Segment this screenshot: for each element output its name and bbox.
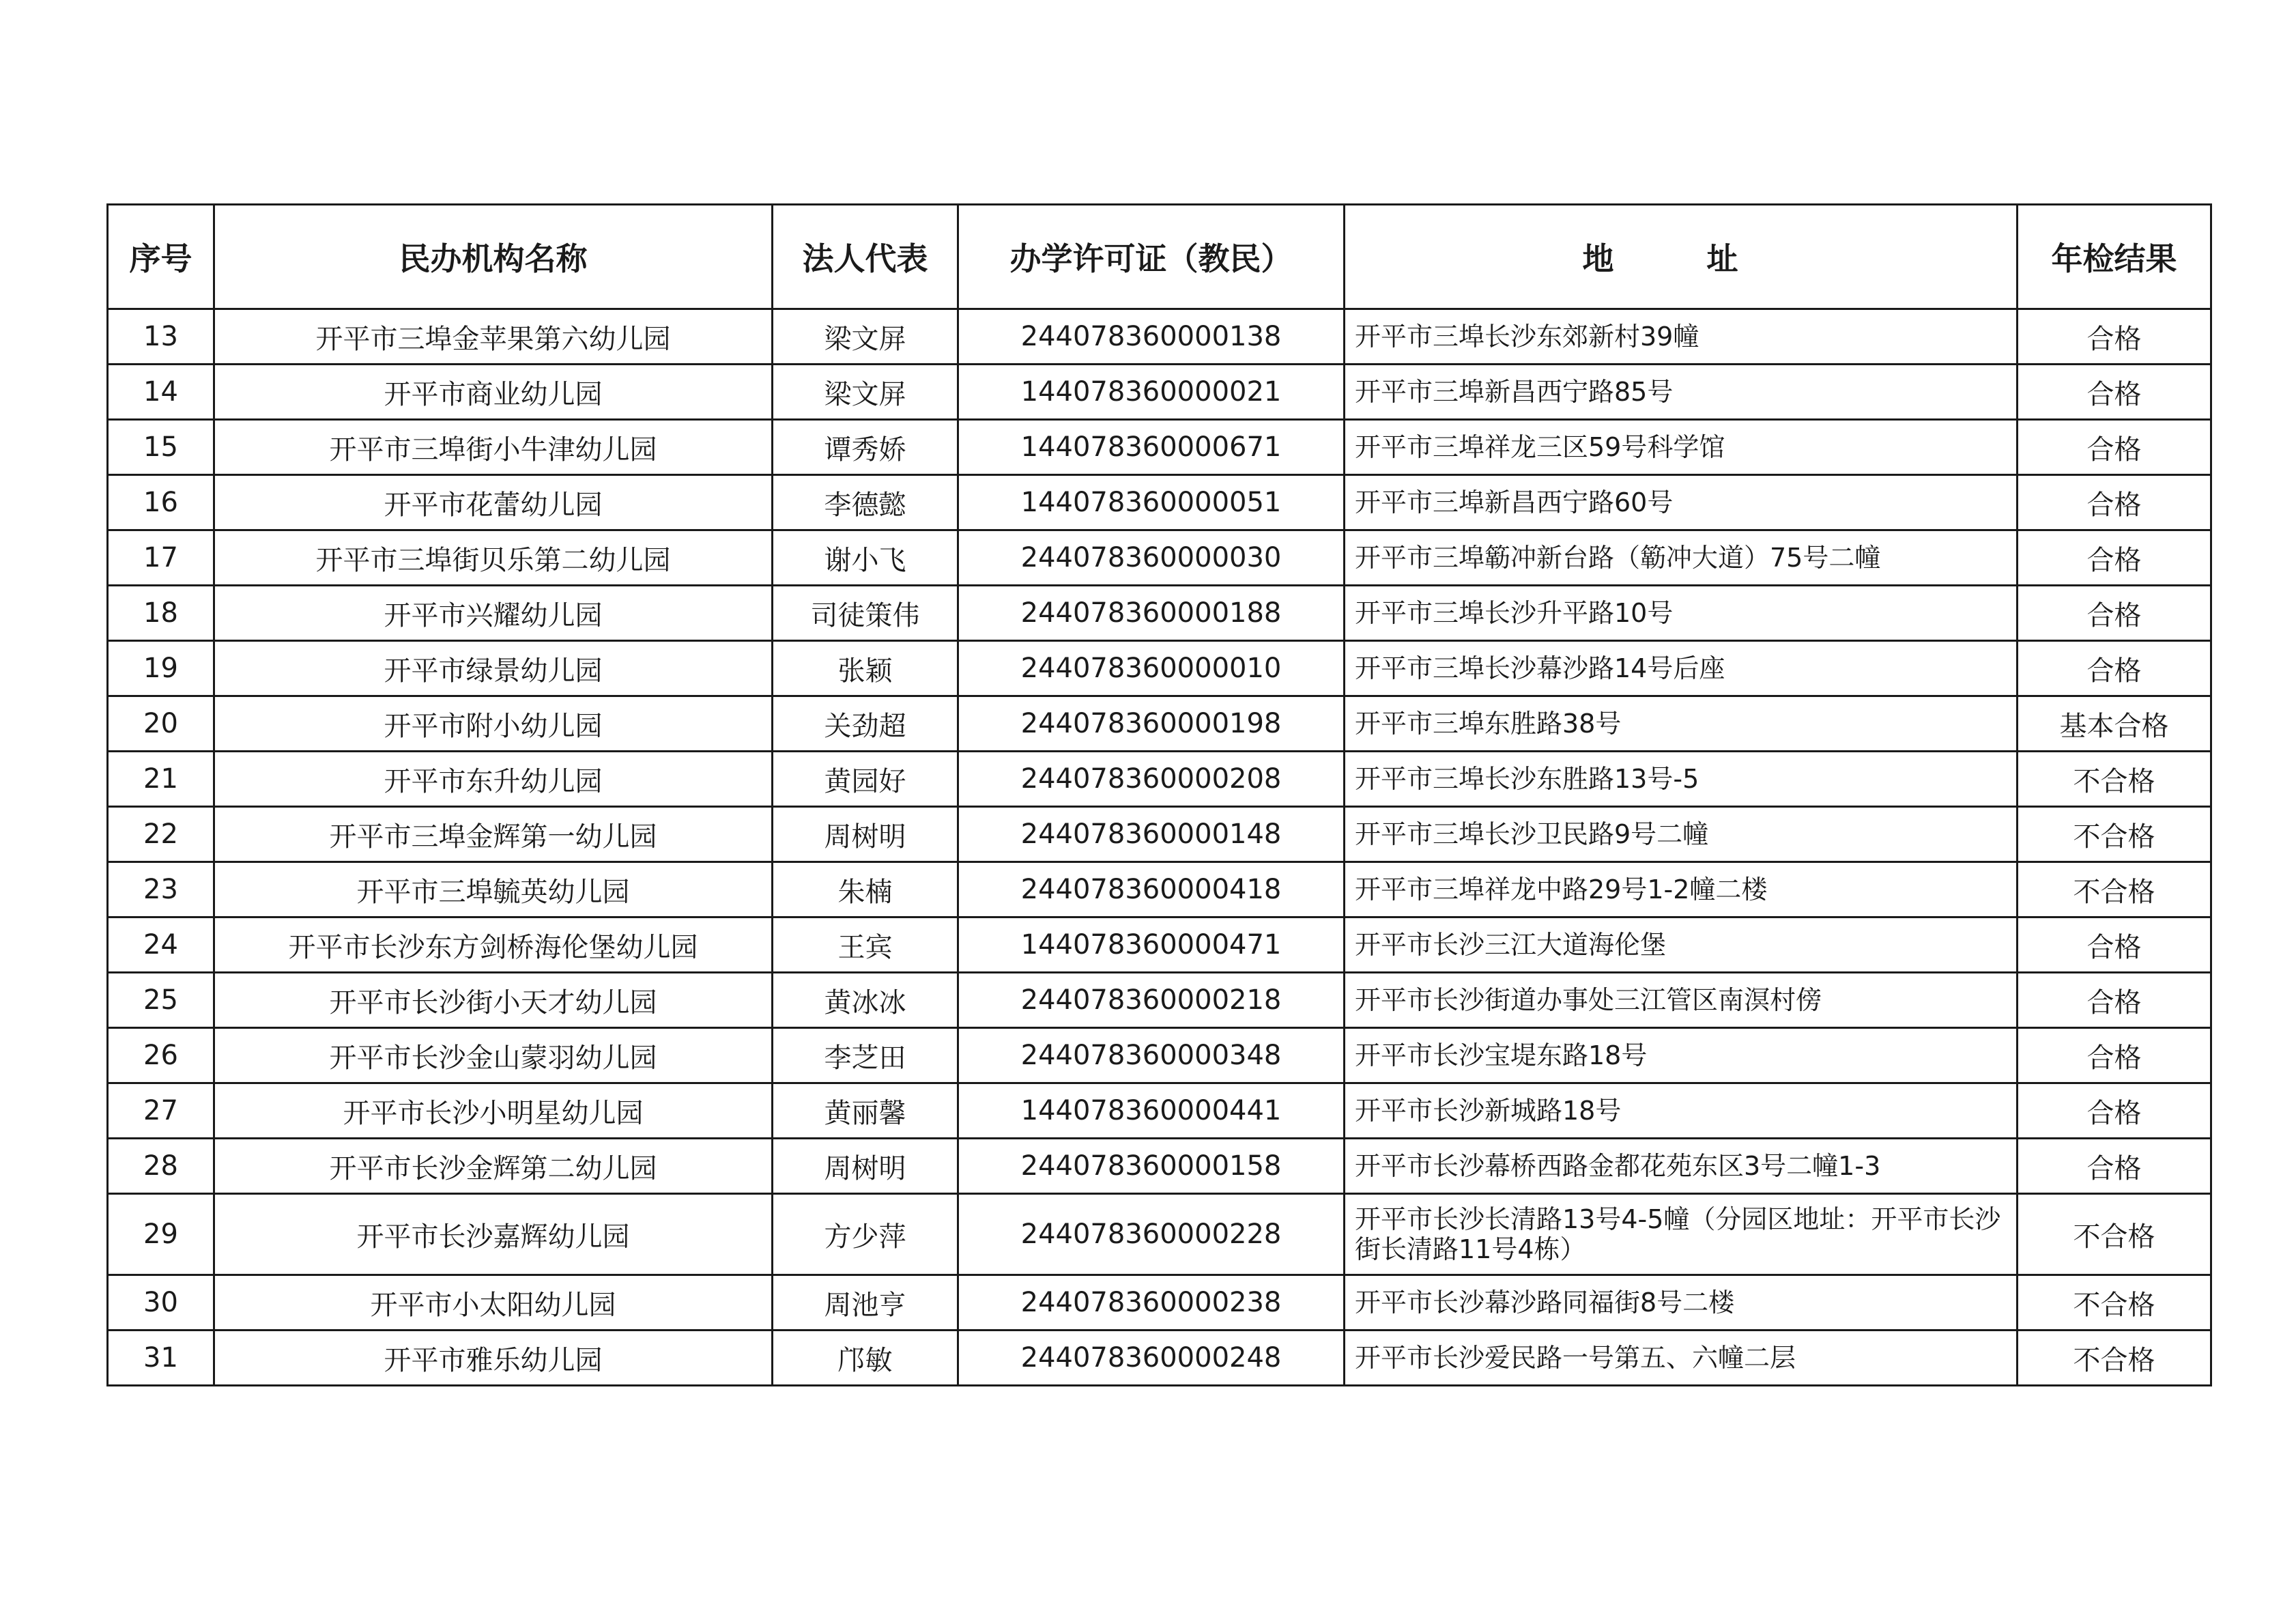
row-result: 合格 — [2018, 420, 2211, 475]
row-address: 开平市三埠新昌西宁路85号 — [1345, 365, 2018, 420]
row-rep: 黄冰冰 — [773, 973, 958, 1028]
row-license: 244078360000228 — [958, 1194, 1345, 1275]
row-address: 开平市三埠祥龙三区59号科学馆 — [1345, 420, 2018, 475]
row-address: 开平市长沙新城路18号 — [1345, 1083, 2018, 1139]
row-address: 开平市三埠长沙升平路10号 — [1345, 586, 2018, 641]
row-num: 30 — [108, 1275, 214, 1331]
row-num: 24 — [108, 917, 214, 973]
row-name: 开平市三埠街贝乐第二幼儿园 — [214, 530, 773, 586]
row-name: 开平市三埠毓英幼儿园 — [214, 862, 773, 917]
row-result: 合格 — [2018, 641, 2211, 696]
row-rep: 李德懿 — [773, 475, 958, 530]
row-rep: 梁文屏 — [773, 365, 958, 420]
table-row — [108, 1331, 2211, 1386]
row-result: 合格 — [2018, 530, 2211, 586]
row-num: 28 — [108, 1139, 214, 1194]
table-row — [108, 1275, 2211, 1331]
header-rep: 法人代表 — [773, 205, 958, 309]
row-num: 21 — [108, 752, 214, 807]
row-license: 244078360000188 — [958, 586, 1345, 641]
row-rep: 黄丽馨 — [773, 1083, 958, 1139]
table-row — [108, 752, 2211, 807]
row-license: 244078360000010 — [958, 641, 1345, 696]
row-result: 不合格 — [2018, 1331, 2211, 1386]
row-result: 合格 — [2018, 1139, 2211, 1194]
table-row — [108, 807, 2211, 862]
row-rep: 关劲超 — [773, 696, 958, 752]
row-rep: 王宾 — [773, 917, 958, 973]
row-result: 合格 — [2018, 586, 2211, 641]
table-row — [108, 973, 2211, 1028]
row-address: 开平市三埠新昌西宁路60号 — [1345, 475, 2018, 530]
header-address: 地 址 — [1345, 205, 2018, 309]
row-address: 开平市长沙幕沙路同福街8号二楼 — [1345, 1275, 2018, 1331]
row-license: 244078360000248 — [958, 1331, 1345, 1386]
row-license: 144078360000021 — [958, 365, 1345, 420]
row-license: 244078360000208 — [958, 752, 1345, 807]
row-name: 开平市绿景幼儿园 — [214, 641, 773, 696]
header-result: 年检结果 — [2018, 205, 2211, 309]
header-row — [108, 205, 2211, 309]
row-num: 18 — [108, 586, 214, 641]
row-rep: 黄园好 — [773, 752, 958, 807]
row-num: 27 — [108, 1083, 214, 1139]
row-address: 开平市三埠长沙东郊新村39幢 — [1345, 309, 2018, 365]
row-license: 244078360000138 — [958, 309, 1345, 365]
header-name: 民办机构名称 — [214, 205, 773, 309]
row-rep: 司徒策伟 — [773, 586, 958, 641]
row-license: 144078360000051 — [958, 475, 1345, 530]
row-address: 开平市长沙长清路13号4-5幢（分园区地址：开平市长沙街长清路11号4栋） — [1345, 1194, 2018, 1275]
row-rep: 谭秀娇 — [773, 420, 958, 475]
row-num: 23 — [108, 862, 214, 917]
inspection-table — [106, 203, 2212, 1386]
row-num: 20 — [108, 696, 214, 752]
row-license: 244078360000238 — [958, 1275, 1345, 1331]
row-num: 16 — [108, 475, 214, 530]
row-name: 开平市花蕾幼儿园 — [214, 475, 773, 530]
row-name: 开平市小太阳幼儿园 — [214, 1275, 773, 1331]
row-address: 开平市三埠祥龙中路29号1-2幢二楼 — [1345, 862, 2018, 917]
row-license: 244078360000030 — [958, 530, 1345, 586]
row-name: 开平市长沙街小天才幼儿园 — [214, 973, 773, 1028]
row-name: 开平市附小幼儿园 — [214, 696, 773, 752]
table-row — [108, 1139, 2211, 1194]
row-result: 合格 — [2018, 365, 2211, 420]
table-row — [108, 475, 2211, 530]
row-address: 开平市长沙街道办事处三江管区南溟村傍 — [1345, 973, 2018, 1028]
row-address: 开平市长沙宝堤东路18号 — [1345, 1028, 2018, 1083]
table-row — [108, 862, 2211, 917]
row-rep: 周树明 — [773, 807, 958, 862]
table-row — [108, 1083, 2211, 1139]
table-row — [108, 309, 2211, 365]
table-row — [108, 917, 2211, 973]
row-address: 开平市三埠长沙幕沙路14号后座 — [1345, 641, 2018, 696]
row-result: 不合格 — [2018, 807, 2211, 862]
row-num: 31 — [108, 1331, 214, 1386]
row-result: 合格 — [2018, 1083, 2211, 1139]
row-result: 合格 — [2018, 475, 2211, 530]
row-result: 合格 — [2018, 1028, 2211, 1083]
row-result: 合格 — [2018, 973, 2211, 1028]
row-num: 17 — [108, 530, 214, 586]
row-address: 开平市三埠东胜路38号 — [1345, 696, 2018, 752]
row-name: 开平市三埠金辉第一幼儿园 — [214, 807, 773, 862]
table-body — [108, 309, 2211, 1386]
row-num: 26 — [108, 1028, 214, 1083]
row-license: 244078360000218 — [958, 973, 1345, 1028]
table-row — [108, 365, 2211, 420]
row-num: 14 — [108, 365, 214, 420]
row-num: 22 — [108, 807, 214, 862]
row-name: 开平市长沙金辉第二幼儿园 — [214, 1139, 773, 1194]
table-row — [108, 420, 2211, 475]
row-name: 开平市雅乐幼儿园 — [214, 1331, 773, 1386]
row-license: 144078360000471 — [958, 917, 1345, 973]
row-rep: 李芝田 — [773, 1028, 958, 1083]
row-rep: 谢小飞 — [773, 530, 958, 586]
row-license: 244078360000198 — [958, 696, 1345, 752]
row-result: 基本合格 — [2018, 696, 2211, 752]
row-num: 25 — [108, 973, 214, 1028]
table-row — [108, 1194, 2211, 1275]
row-name: 开平市长沙小明星幼儿园 — [214, 1083, 773, 1139]
row-result: 合格 — [2018, 917, 2211, 973]
row-num: 19 — [108, 641, 214, 696]
row-rep: 周池亨 — [773, 1275, 958, 1331]
row-license: 244078360000158 — [958, 1139, 1345, 1194]
row-num: 29 — [108, 1194, 214, 1275]
row-rep: 梁文屏 — [773, 309, 958, 365]
row-license: 244078360000348 — [958, 1028, 1345, 1083]
row-name: 开平市东升幼儿园 — [214, 752, 773, 807]
row-num: 13 — [108, 309, 214, 365]
table-row — [108, 586, 2211, 641]
row-name: 开平市三埠金苹果第六幼儿园 — [214, 309, 773, 365]
row-num: 15 — [108, 420, 214, 475]
row-name: 开平市长沙金山蒙羽幼儿园 — [214, 1028, 773, 1083]
row-address: 开平市三埠长沙卫民路9号二幢 — [1345, 807, 2018, 862]
table-row — [108, 1028, 2211, 1083]
row-address: 开平市三埠簕冲新台路（簕冲大道）75号二幢 — [1345, 530, 2018, 586]
row-license: 144078360000441 — [958, 1083, 1345, 1139]
row-rep: 邝敏 — [773, 1331, 958, 1386]
row-rep: 朱楠 — [773, 862, 958, 917]
row-name: 开平市长沙东方剑桥海伦堡幼儿园 — [214, 917, 773, 973]
row-result: 不合格 — [2018, 752, 2211, 807]
row-license: 144078360000671 — [958, 420, 1345, 475]
row-address: 开平市三埠长沙东胜路13号-5 — [1345, 752, 2018, 807]
row-address: 开平市长沙爱民路一号第五、六幢二层 — [1345, 1331, 2018, 1386]
header-license: 办学许可证（教民） — [958, 205, 1345, 309]
row-rep: 周树明 — [773, 1139, 958, 1194]
row-name: 开平市长沙嘉辉幼儿园 — [214, 1194, 773, 1275]
row-license: 244078360000148 — [958, 807, 1345, 862]
row-result: 不合格 — [2018, 1275, 2211, 1331]
table-row — [108, 696, 2211, 752]
header-num: 序号 — [108, 205, 214, 309]
row-result: 不合格 — [2018, 862, 2211, 917]
row-rep: 方少萍 — [773, 1194, 958, 1275]
table-row — [108, 530, 2211, 586]
row-address: 开平市长沙三江大道海伦堡 — [1345, 917, 2018, 973]
row-result: 合格 — [2018, 309, 2211, 365]
row-rep: 张颖 — [773, 641, 958, 696]
row-name: 开平市三埠街小牛津幼儿园 — [214, 420, 773, 475]
row-name: 开平市商业幼儿园 — [214, 365, 773, 420]
row-license: 244078360000418 — [958, 862, 1345, 917]
row-address: 开平市长沙幕桥西路金都花苑东区3号二幢1-3 — [1345, 1139, 2018, 1194]
row-name: 开平市兴耀幼儿园 — [214, 586, 773, 641]
table-row — [108, 641, 2211, 696]
row-result: 不合格 — [2018, 1194, 2211, 1275]
